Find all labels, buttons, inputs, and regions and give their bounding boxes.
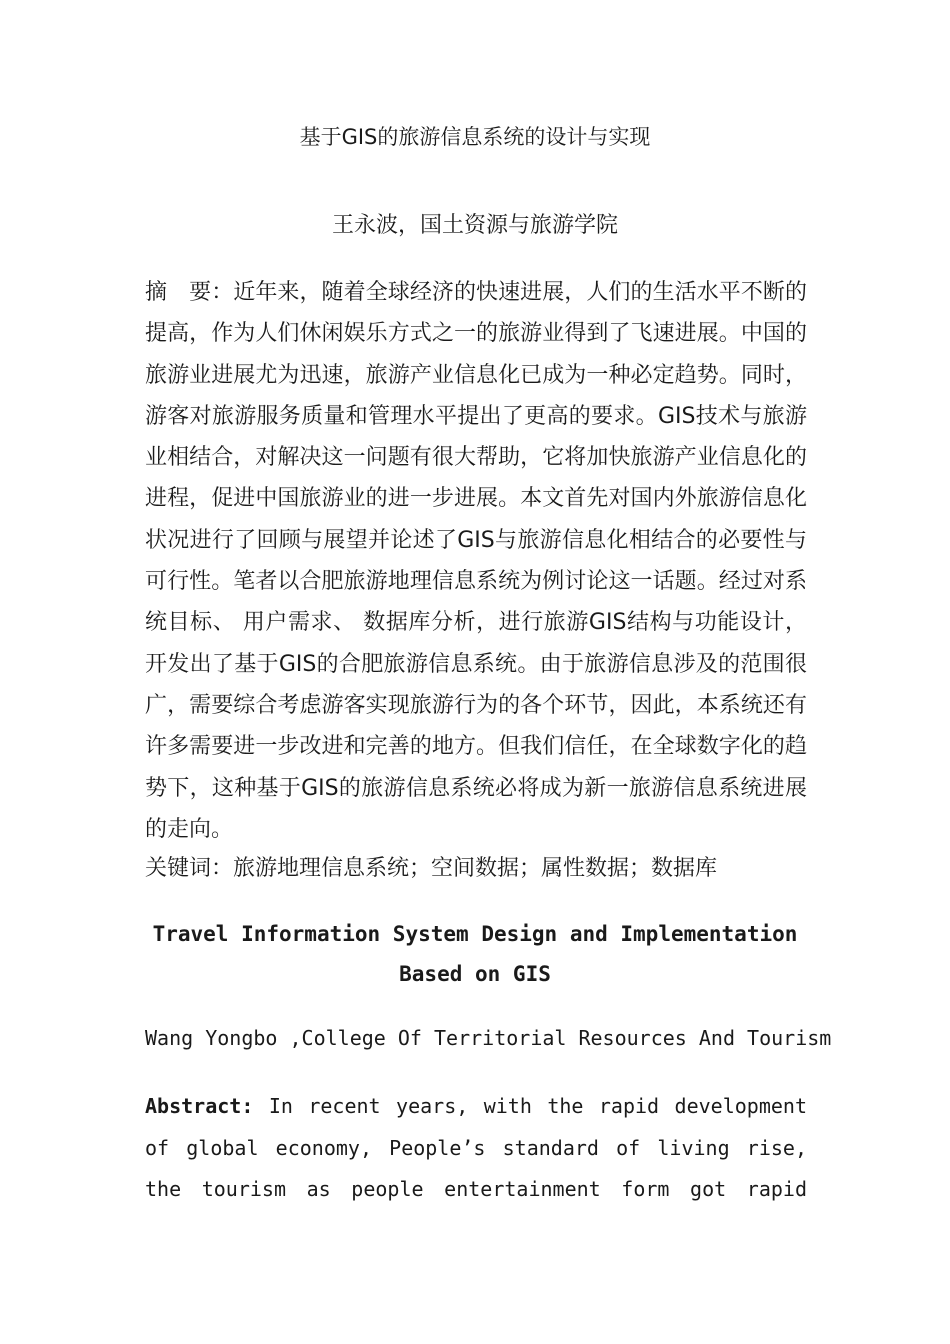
chinese-keywords-label: 关键词： — [145, 856, 234, 881]
chinese-abstract-text: 近年来，随着全球经济的快速进展，人们的生活水平不断的提高，作为人们休闲娱乐方式之一的旅游业得到了飞速进展。中国的旅游业进展尤为迅速，旅游产业信息化已成为一种必定趋势。同时，游客对旅游服务质量和管理水平提出了更高的要求。GIS技术与旅游业相结合，对解决这一问题有很大帮助，它将加快旅游产业信息化的进程，促进中国旅游业的进一步进展。本文首先对国内外旅游信息化状况进行了回顾与展望并论述了GIS与旅游信息化相结合的必要性与可行性。笔者以合肥旅游地理信息系统为例讨论这一话题。经过对系统目标、 用户需求、 数据库分析，进行旅游GIS结构与功能设计，开发出了基于GIS的合肥旅游信息系统。由于旅游信息涉及的范围很广，需要综合考虑游客实现旅游行为的各个环节，因此，本系统还有许多需要进一步改进和完善的地方。但我们信任，在全球数字化的趋势下，这种基于GIS的旅游信息系统必将成为新一旅游信息系统进展的走向。 — [145, 280, 807, 842]
chinese-author-affiliation: 王永波，国土资源与旅游学院 — [331, 213, 618, 238]
english-title-line-1: Travel Information System Design and Implementation — [152, 922, 798, 946]
chinese-title: 基于GIS的旅游信息系统的设计与实现 — [299, 125, 651, 149]
english-title-line-2: Based on GIS — [399, 962, 551, 986]
english-abstract-label: Abstract: — [145, 1094, 254, 1118]
chinese-keywords — [145, 848, 807, 889]
english-author-affiliation: Wang Yongbo ,College Of Territorial Resources And Tourism — [145, 1026, 832, 1050]
english-abstract-text: In recent years, with the rapid development of global economy, People’s standard of living rise, the tourism as people entertainment form got rapid — [145, 1094, 807, 1201]
chinese-abstract — [145, 272, 807, 850]
english-title — [0, 914, 950, 994]
chinese-abstract-label: 摘 要： — [145, 280, 234, 305]
english-abstract — [145, 1086, 807, 1211]
chinese-keywords-text: 旅游地理信息系统；空间数据；属性数据；数据库 — [233, 856, 718, 881]
